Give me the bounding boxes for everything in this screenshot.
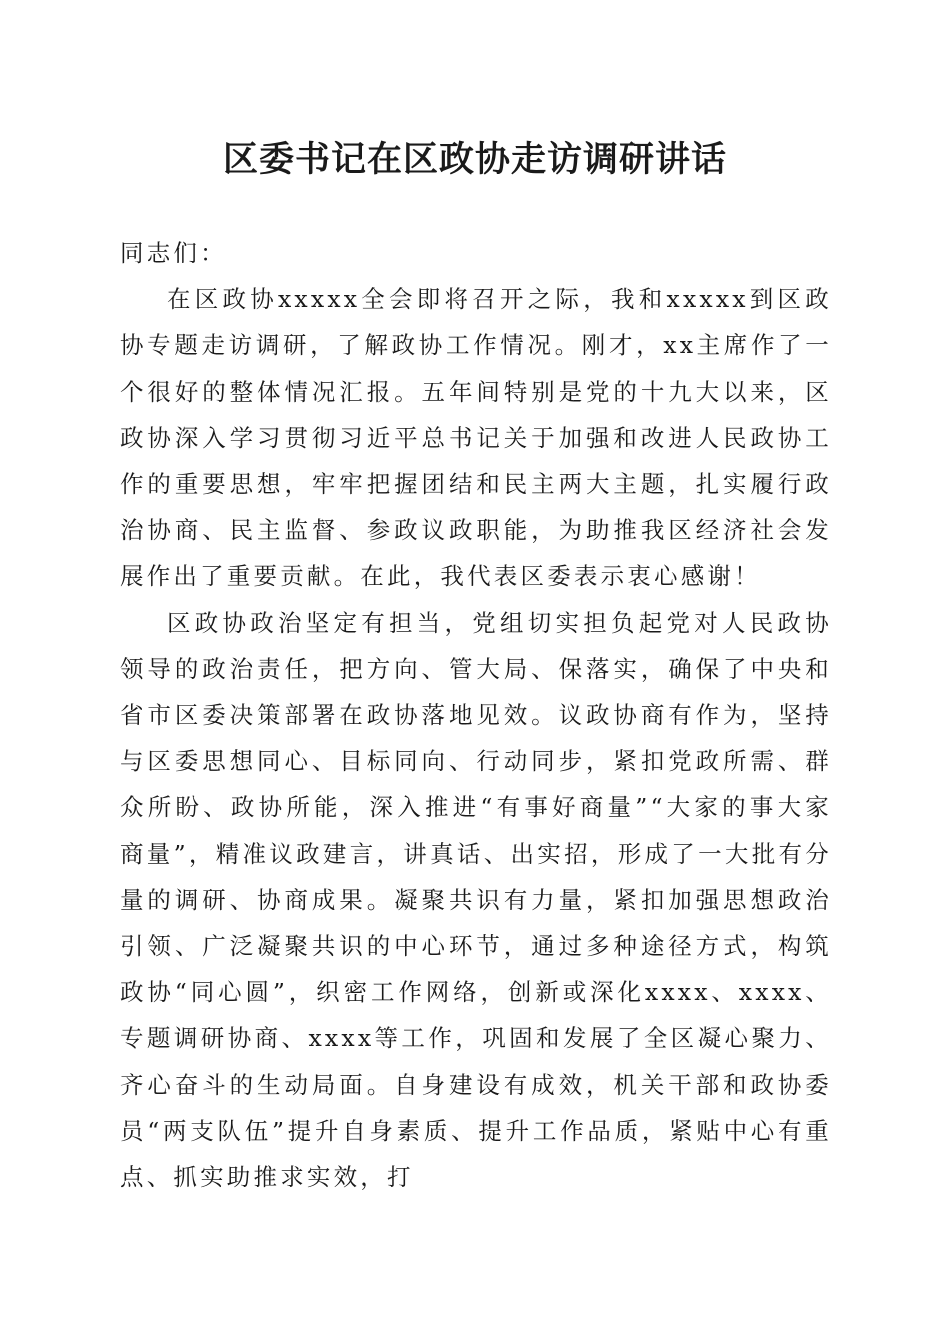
salutation: 同志们： xyxy=(120,239,227,267)
document-title: 区委书记在区政协走访调研讲话 xyxy=(222,139,727,180)
document-body xyxy=(120,230,832,1200)
paragraph-achievements: 区政协政治坚定有担当，党组切实担负起党对人民政协领导的政治责任，把方向、管大局、保落实，确保了中央和省市区委决策部署在政协落地见效。议政协商有作为，坚持与区委思想同心、目标同向、行动同步，紧扣党政所需、群众所盼、政协所能，深入推进“有事好商量”“大家的事大家商量”，精准议政建言，讲真话、出实招，形成了一大批有分量的调研、协商成果。凝聚共识有力量，紧扣加强思想政治引领、广泛凝聚共识的中心环节，通过多种途径方式，构筑政协“同心圆”，织密工作网络，创新或深化xxxx、xxxx、专题调研协商、xxxx等工作，巩固和发展了全区凝心聚力、齐心奋斗的生动局面。自身建设有成效，机关干部和政协委员“两支队伍”提升自身素质、提升工作品质，紧贴中心有重点、抓实助推求实效，打 xyxy=(120,608,832,1192)
paragraph-opening: 在区政协xxxxx全会即将召开之际，我和xxxxx到区政协专题走访调研，了解政协工作情况。刚才，xx主席作了一个很好的整体情况汇报。五年间特别是党的十九大以来，区政协深入学习贯彻习近平总书记关于加强和改进人民政协工作的重要思想，牢牢把握团结和民主两大主题，扎实履行政治协商、民主监督、参政议政职能，为助推我区经济社会发展作出了重要贡献。在此，我代表区委表示衷心感谢！ xyxy=(120,285,832,591)
